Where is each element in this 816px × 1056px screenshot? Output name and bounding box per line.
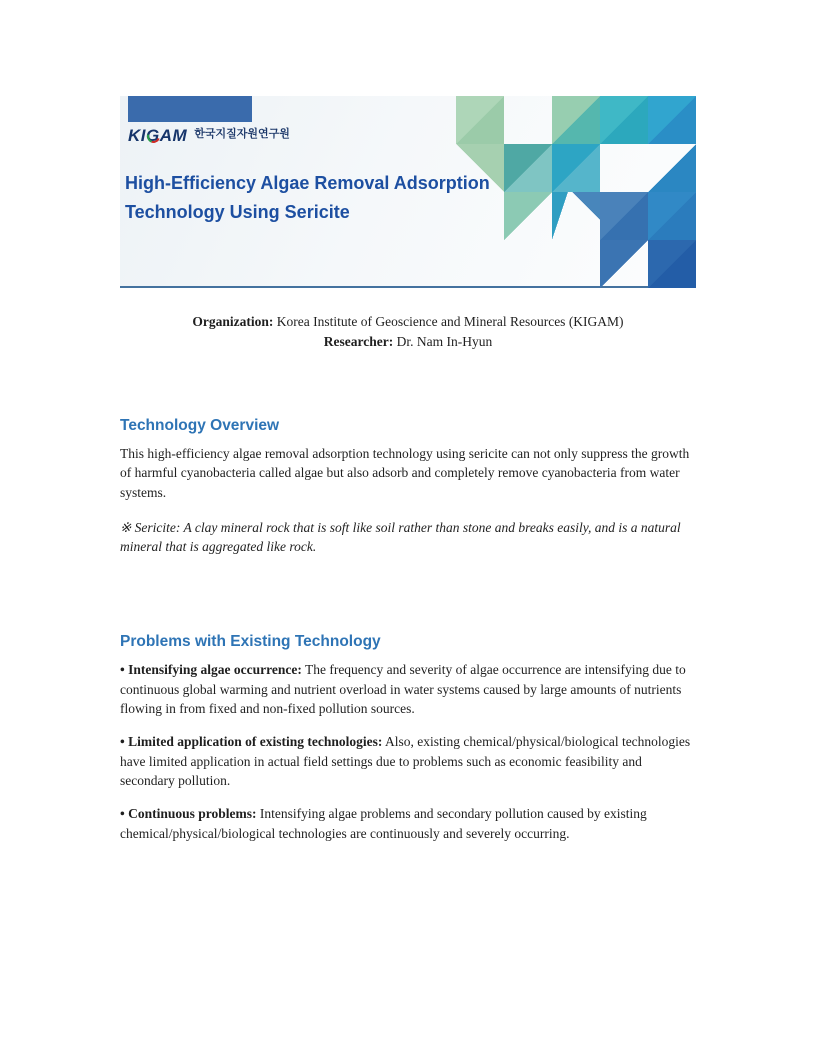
problem-bullet-2-lead: • Limited application of existing technologies:	[120, 734, 383, 750]
kigam-logo	[128, 127, 290, 144]
header-banner	[120, 96, 696, 288]
kigam-logo-am: AM	[159, 126, 188, 145]
organization-value: Korea Institute of Geoscience and Mineral Resources (KIGAM)	[273, 314, 624, 329]
document-content	[120, 96, 696, 857]
section-heading-technology-overview: Technology Overview	[120, 417, 280, 434]
problem-bullet-2-text: Also, existing chemical/physical/biological technologies have limited application in actual field settings due to problems such as economic feasibility and secondary pollution.	[120, 734, 691, 788]
meta-block	[120, 312, 696, 352]
header-blue-bar	[128, 96, 252, 122]
overview-paragraph: This high-efficiency algae removal adsorption technology using sericite can not only suppress the growth of harmful cyanobacteria called algae but also adsorb and completely remove cyanobacteria from water systems.	[120, 446, 690, 500]
header-mosaic-graphic	[456, 96, 696, 288]
kigam-logo-korean-block	[194, 127, 290, 140]
kigam-logo-ki: KI	[128, 126, 146, 145]
kigam-logo-g-icon: G	[146, 126, 160, 145]
sericite-note: ※ Sericite: A clay mineral rock that is soft like soil rather than stone and breaks easily, and is a natural mineral that is aggregated like rock.	[120, 519, 681, 555]
organization-line	[120, 312, 696, 332]
problem-bullet-3-text: Intensifying algae problems and secondary pollution caused by existing chemical/physical/biological technologies are continuously and severely occurring.	[120, 806, 647, 841]
problem-bullet-1	[120, 660, 696, 718]
problem-bullet-1-text: The frequency and severity of algae occurrence are intensifying due to continuous global warming and nutrient overload in water systems caused by large amounts of nutrients flowing in from fixed and non-fixed pollution sources.	[120, 662, 686, 717]
document-title-line1: High-Efficiency Algae Removal Adsorption	[125, 173, 490, 193]
problem-bullet-1-lead: • Intensifying algae occurrence:	[120, 662, 302, 678]
organization-label: Organization:	[192, 314, 274, 329]
researcher-label: Researcher:	[323, 334, 394, 349]
problem-bullet-3	[120, 804, 696, 843]
document-title	[125, 169, 490, 227]
section-heading-problems: Problems with Existing Technology	[120, 633, 381, 651]
problem-bullet-2	[120, 732, 696, 790]
problem-bullet-3-lead: • Continuous problems:	[120, 806, 257, 822]
document-title-line2: Technology Using Sericite	[125, 202, 350, 222]
researcher-value: Dr. Nam In-Hyun	[393, 334, 493, 349]
kigam-logo-korean-name: 한국지질자원연구원	[194, 127, 290, 140]
researcher-line	[120, 332, 696, 352]
kigam-logo-wordmark	[128, 127, 187, 144]
